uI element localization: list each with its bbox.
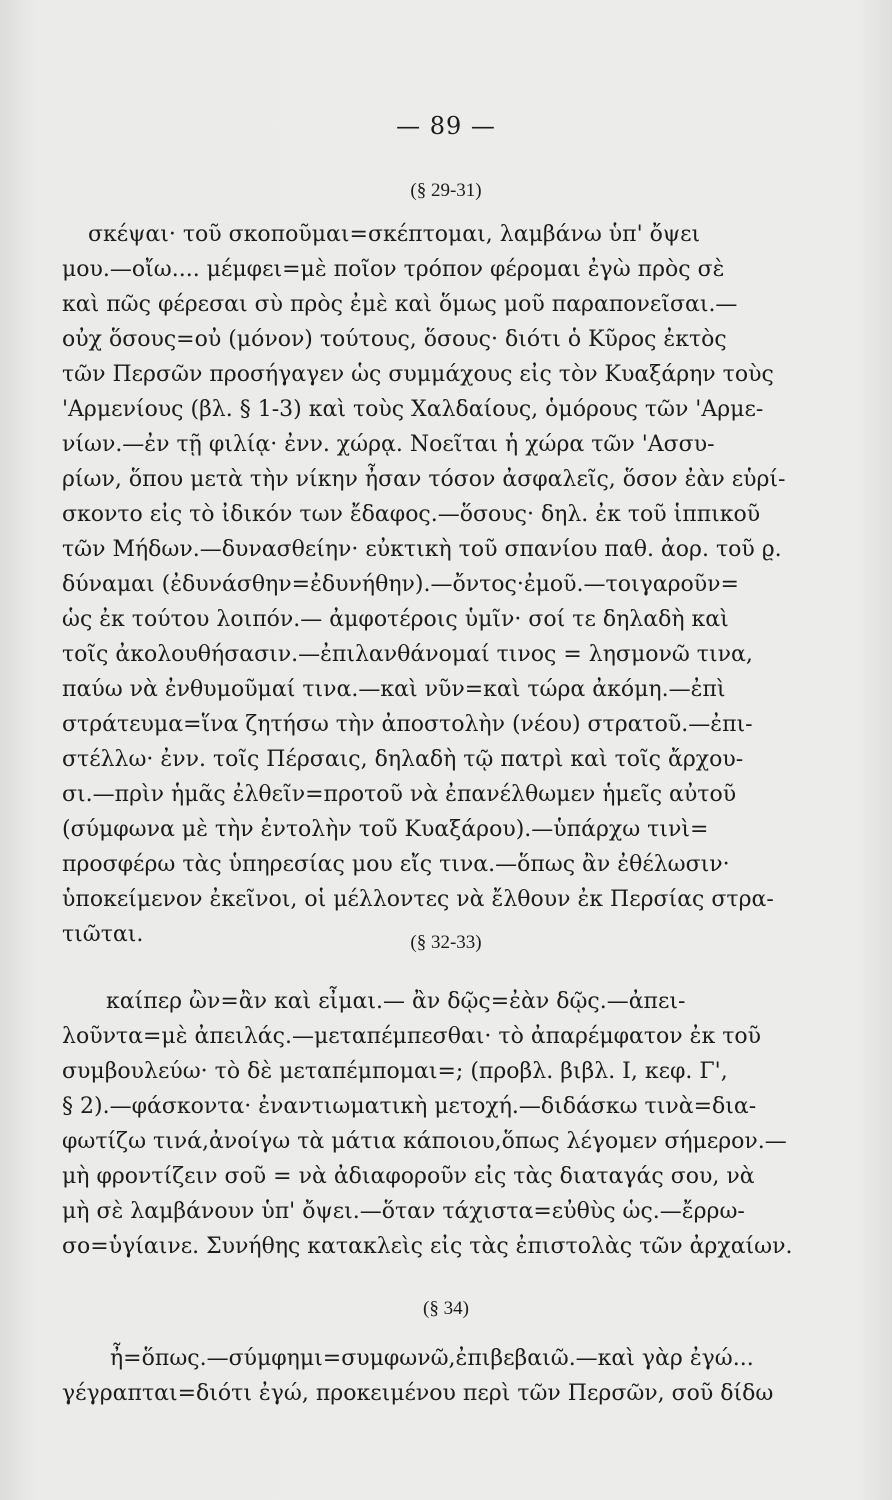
section-heading: (§ 29-31)	[410, 180, 482, 201]
text-line: (σύμφωνα μὲ τὴν ἐντολὴν τοῦ Κυαξάρου).—ὑπάρχω τινὶ=	[62, 817, 709, 842]
text-line: προσφέρω τὰς ὑπηρεσίας μου εἴς τινα.—ὅπως ἂν ἐθέλωσιν·	[62, 852, 730, 877]
text-line: μου.—οἴω.... μέμφει=μὲ ποῖον τρόπον φέρομαι ἐγὼ πρὸς σὲ	[62, 257, 725, 282]
text-line: λοῦντα=μὲ ἀπειλάς.—μεταπέμπεσθαι· τὸ ἀπαρέμφατον ἐκ τοῦ	[62, 1024, 762, 1049]
text-line: γέγραπται=διότι ἐγώ, προκειμένου περὶ τῶν Περσῶν, σοῦ δίδω	[62, 1381, 774, 1406]
text-line: ὡς ἐκ τούτου λοιπόν.— ἀμφοτέροις ὑμῖν· σοί τε δηλαδὴ καὶ	[62, 607, 729, 632]
text-line: δύναμαι (ἐδυνάσθην=ἐδυνήθην).—ὄντος·ἐμοῦ.—τοιγαροῦν=	[62, 572, 739, 597]
text-line: φωτίζω τινά,ἀνοίγω τὰ μάτια κάποιου,ὅπως λέγομεν σήμερον.—	[62, 1129, 787, 1154]
text-line: νίων.—ἐν τῇ φιλίᾳ· ἐνν. χώρᾳ. Νοεῖται ἡ χώρα τῶν 'Ασσυ-	[62, 432, 715, 457]
text-line: σι.—πρὶν ἡμᾶς ἐλθεῖν=προτοῦ νὰ ἐπανέλθωμεν ἡμεῖς αὐτοῦ	[62, 782, 737, 807]
text-line: ἦ=ὅπως.—σύμφημι=συμφωνῶ,ἐπιβεβαιῶ.—καὶ γὰρ ἐγώ...	[110, 1346, 754, 1371]
text-line: παύω νὰ ἐνθυμοῦμαί τινα.—καὶ νῦν=καὶ τώρα ἀκόμη.—ἐπὶ	[62, 677, 726, 702]
text-line: σκέψαι· τοῦ σκοποῦμαι=σκέπτομαι, λαμβάνω ὑπ' ὄψει	[88, 222, 701, 247]
text-line: στέλλω· ἐνν. τοῖς Πέρσαις, δηλαδὴ τῷ πατρὶ καὶ τοῖς ἄρχου-	[62, 747, 744, 772]
text-line: σκοντο εἰς τὸ ἰδικόν των ἔδαφος.—ὅσους· δηλ. ἐκ τοῦ ἱππικοῦ	[62, 502, 761, 527]
text-line: οὐχ ὅσους=οὐ (μόνον) τούτους, ὅσους· διότι ὁ Κῦρος ἐκτὸς	[62, 327, 727, 352]
text-line: μὴ φροντίζειν σοῦ = νὰ ἀδιαφοροῦν εἰς τὰς διαταγάς σου, νὰ	[62, 1164, 755, 1189]
section-heading: (§ 34)	[423, 1298, 469, 1319]
text-line: στράτευμα=ἵνα ζητήσω τὴν ἀποστολὴν (νέου) στρατοῦ.—ἐπι-	[62, 712, 753, 737]
text-line: ὑποκείμενον ἐκεῖνοι, οἱ μέλλοντες νὰ ἔλθουν ἐκ Περσίας στρα-	[62, 887, 774, 912]
text-line: 'Αρμενίους (βλ. § 1-3) καὶ τοὺς Χαλδαίους, ὁμόρους τῶν 'Αρμε-	[62, 397, 764, 422]
text-line: τῶν Περσῶν προσήγαγεν ὡς συμμάχους εἰς τὸν Κυαξάρην τοὺς	[62, 362, 774, 387]
page-number: — 89 —	[396, 112, 496, 140]
text-line: τοῖς ἀκολουθήσασιν.—ἐπιλανθάνομαί τινος = λησμονῶ τινα,	[62, 642, 753, 667]
text-line: σο=ὑγίαινε. Συνήθης κατακλεὶς εἰς τὰς ἐπιστολὰς τῶν ἀρχαίων.	[62, 1234, 793, 1259]
section-heading: (§ 32-33)	[410, 932, 482, 953]
text-line: τῶν Μήδων.—δυνασθείην· εὐκτικὴ τοῦ σπανίου παθ. ἀορ. τοῦ ϱ.	[62, 537, 782, 562]
text-line: καίπερ ὢν=ἂν καὶ εἶμαι.— ἂν δῷς=ἐὰν δῷς.—ἀπει-	[106, 989, 686, 1014]
text-line: μὴ σὲ λαμβάνουν ὑπ' ὄψει.—ὅταν τάχιστα=εὐθὺς ὡς.—ἔρρω-	[62, 1199, 745, 1224]
text-line: τιῶται.	[62, 922, 144, 947]
text-line: συμβουλεύω· τὸ δὲ μεταπέμπομαι=; (προβλ. βιβλ. Ι, κεφ. Γ',	[62, 1059, 728, 1084]
text-line: § 2).—φάσκοντα· ἐναντιωματικὴ μετοχή.—διδάσκω τινὰ=δια-	[62, 1094, 757, 1119]
text-line: ρίων, ὅπου μετὰ τὴν νίκην ἦσαν τόσον ἀσφαλεῖς, ὅσον ἐὰν εὑρί-	[62, 467, 786, 492]
text-line: καὶ πῶς φέρεσαι σὺ πρὸς ἐμὲ καὶ ὅμως μοῦ παραπονεῖσαι.—	[62, 292, 738, 317]
